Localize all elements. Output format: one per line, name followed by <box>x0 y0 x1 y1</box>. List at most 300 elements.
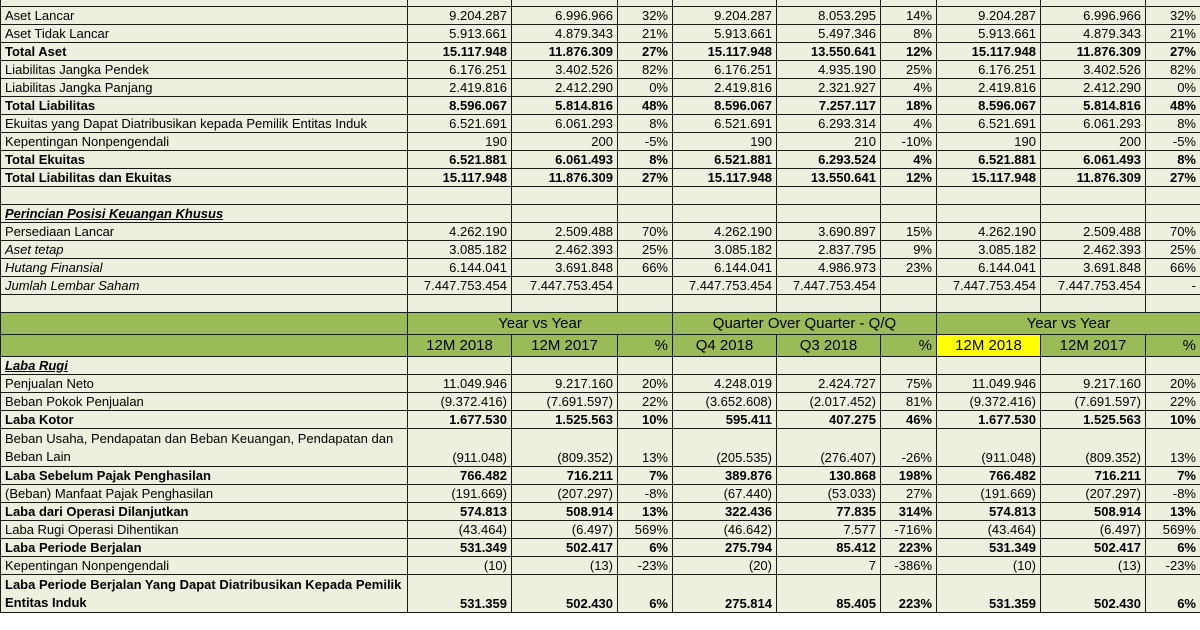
percent-cell[interactable]: 66% <box>1146 259 1200 277</box>
blank-cell[interactable] <box>618 357 673 375</box>
value-cell[interactable]: 1.525.563 <box>1041 411 1146 429</box>
value-cell[interactable]: (10) <box>937 557 1041 575</box>
percent-cell[interactable]: -26% <box>881 429 937 467</box>
value-cell[interactable]: 6.996.966 <box>512 7 618 25</box>
value-cell[interactable]: 2.837.795 <box>777 241 881 259</box>
value-cell[interactable]: 11.876.309 <box>1041 43 1146 61</box>
percent-cell[interactable]: 7% <box>1146 467 1200 485</box>
value-cell[interactable]: (207.297) <box>512 485 618 503</box>
value-cell[interactable]: 7.257.117 <box>777 97 881 115</box>
value-cell[interactable]: 190 <box>408 133 512 151</box>
value-cell[interactable]: 2.462.393 <box>512 241 618 259</box>
value-cell[interactable]: 2.509.488 <box>512 223 618 241</box>
value-cell[interactable]: (13) <box>1041 557 1146 575</box>
percent-cell[interactable]: 70% <box>1146 223 1200 241</box>
blank-cell[interactable] <box>408 295 512 313</box>
percent-cell[interactable]: 314% <box>881 503 937 521</box>
blank-cell[interactable] <box>673 205 777 223</box>
value-cell[interactable]: (911.048) <box>408 429 512 467</box>
row-label-cell[interactable]: Total Liabilitas dan Ekuitas <box>1 169 408 187</box>
value-cell[interactable]: 502.430 <box>512 575 618 613</box>
percent-cell[interactable]: 223% <box>881 539 937 557</box>
value-cell[interactable]: 7.577 <box>777 521 881 539</box>
value-cell[interactable]: 5.814.816 <box>1041 97 1146 115</box>
row-label-cell[interactable]: Liabilitas Jangka Panjang <box>1 79 408 97</box>
value-cell[interactable]: 6.521.691 <box>408 115 512 133</box>
value-cell[interactable]: 2.321.927 <box>777 79 881 97</box>
value-cell[interactable]: (2.017.452) <box>777 393 881 411</box>
value-cell[interactable]: 1.525.563 <box>512 411 618 429</box>
blank-cell[interactable] <box>673 357 777 375</box>
percent-cell[interactable]: 7% <box>618 467 673 485</box>
blank-cell[interactable] <box>777 295 881 313</box>
percent-cell[interactable]: 8% <box>618 115 673 133</box>
value-cell[interactable]: 574.813 <box>408 503 512 521</box>
value-cell[interactable]: 11.876.309 <box>512 43 618 61</box>
value-cell[interactable]: 3.085.182 <box>673 241 777 259</box>
percent-cell[interactable]: 4% <box>881 115 937 133</box>
value-cell[interactable]: 9.204.287 <box>937 7 1041 25</box>
percent-cell[interactable]: -716% <box>881 521 937 539</box>
value-cell[interactable]: 13.550.641 <box>777 43 881 61</box>
value-cell[interactable]: 6.061.493 <box>512 151 618 169</box>
value-cell[interactable]: 5.913.661 <box>937 25 1041 43</box>
row-label-cell[interactable]: (Beban) Manfaat Pajak Penghasilan <box>1 485 408 503</box>
value-cell[interactable]: 275.814 <box>673 575 777 613</box>
percent-cell[interactable]: 13% <box>618 429 673 467</box>
period-column-header[interactable]: 12M 2017 <box>1041 335 1146 357</box>
value-cell[interactable]: 15.117.948 <box>673 169 777 187</box>
blank-cell[interactable] <box>512 295 618 313</box>
value-cell[interactable]: 6.144.041 <box>408 259 512 277</box>
blank-cell[interactable] <box>1041 295 1146 313</box>
value-cell[interactable]: 4.262.190 <box>673 223 777 241</box>
blank-cell[interactable] <box>512 205 618 223</box>
value-cell[interactable]: 15.117.948 <box>937 169 1041 187</box>
value-cell[interactable]: 6.176.251 <box>673 61 777 79</box>
percent-cell[interactable]: 15% <box>881 223 937 241</box>
percent-cell[interactable]: 21% <box>618 25 673 43</box>
percent-cell[interactable]: -23% <box>1146 557 1200 575</box>
percent-cell[interactable]: 75% <box>881 375 937 393</box>
value-cell[interactable]: 407.275 <box>777 411 881 429</box>
percent-cell[interactable]: 14% <box>881 7 937 25</box>
value-cell[interactable]: 130.868 <box>777 467 881 485</box>
percent-cell[interactable]: 23% <box>881 259 937 277</box>
value-cell[interactable]: (191.669) <box>408 485 512 503</box>
percent-cell[interactable]: 27% <box>618 169 673 187</box>
percent-cell[interactable] <box>881 277 937 295</box>
value-cell[interactable]: (9.372.416) <box>408 393 512 411</box>
blank-cell[interactable] <box>881 187 937 205</box>
percent-cell[interactable]: 21% <box>1146 25 1200 43</box>
percent-cell[interactable]: 46% <box>881 411 937 429</box>
value-cell[interactable]: 8.596.067 <box>937 97 1041 115</box>
percent-cell[interactable]: 48% <box>618 97 673 115</box>
value-cell[interactable]: 716.211 <box>512 467 618 485</box>
percent-cell[interactable]: 32% <box>618 7 673 25</box>
value-cell[interactable]: (809.352) <box>512 429 618 467</box>
blank-cell[interactable] <box>1146 295 1200 313</box>
value-cell[interactable]: 4.262.190 <box>408 223 512 241</box>
value-cell[interactable]: 9.217.160 <box>512 375 618 393</box>
percent-cell[interactable] <box>618 277 673 295</box>
value-cell[interactable]: (809.352) <box>1041 429 1146 467</box>
value-cell[interactable]: (10) <box>408 557 512 575</box>
blank-cell[interactable] <box>777 357 881 375</box>
value-cell[interactable]: 6.521.881 <box>408 151 512 169</box>
blank-cell[interactable] <box>881 205 937 223</box>
value-cell[interactable]: 716.211 <box>1041 467 1146 485</box>
value-cell[interactable]: 2.509.488 <box>1041 223 1146 241</box>
value-cell[interactable]: 6.996.966 <box>1041 7 1146 25</box>
period-column-header[interactable]: 12M 2018 <box>937 335 1041 357</box>
percent-cell[interactable]: 0% <box>618 79 673 97</box>
percent-cell[interactable]: 198% <box>881 467 937 485</box>
blank-cell[interactable] <box>937 187 1041 205</box>
value-cell[interactable]: 7.447.753.454 <box>777 277 881 295</box>
percent-cell[interactable]: 20% <box>618 375 673 393</box>
percent-cell[interactable]: 81% <box>881 393 937 411</box>
percent-cell[interactable]: 10% <box>1146 411 1200 429</box>
value-cell[interactable]: 5.814.816 <box>512 97 618 115</box>
blank-cell[interactable] <box>618 205 673 223</box>
percent-cell[interactable]: 48% <box>1146 97 1200 115</box>
row-label-cell[interactable]: Laba Periode Berjalan Yang Dapat Diatribusikan Kepada Pemilik Entitas Induk <box>1 575 408 613</box>
value-cell[interactable]: (43.464) <box>408 521 512 539</box>
percent-cell[interactable]: 8% <box>881 25 937 43</box>
percent-cell[interactable]: - <box>1146 277 1200 295</box>
percent-cell[interactable]: 82% <box>1146 61 1200 79</box>
percent-cell[interactable]: 8% <box>1146 151 1200 169</box>
blank-cell[interactable] <box>881 357 937 375</box>
blank-cell[interactable] <box>618 187 673 205</box>
value-cell[interactable]: 6.293.524 <box>777 151 881 169</box>
value-cell[interactable]: 7.447.753.454 <box>408 277 512 295</box>
percent-cell[interactable]: 70% <box>618 223 673 241</box>
percent-cell[interactable]: 0% <box>1146 79 1200 97</box>
value-cell[interactable]: 7 <box>777 557 881 575</box>
row-label-cell[interactable]: Total Aset <box>1 43 408 61</box>
value-cell[interactable]: 4.879.343 <box>512 25 618 43</box>
value-cell[interactable]: 15.117.948 <box>408 169 512 187</box>
value-cell[interactable]: 4.879.343 <box>1041 25 1146 43</box>
value-cell[interactable]: 2.462.393 <box>1041 241 1146 259</box>
blank-cell[interactable] <box>1 187 408 205</box>
percent-cell[interactable]: 4% <box>881 79 937 97</box>
value-cell[interactable]: 7.447.753.454 <box>1041 277 1146 295</box>
value-cell[interactable]: 6.144.041 <box>937 259 1041 277</box>
value-cell[interactable]: 1.677.530 <box>408 411 512 429</box>
value-cell[interactable]: 2.419.816 <box>937 79 1041 97</box>
value-cell[interactable]: 531.359 <box>408 575 512 613</box>
value-cell[interactable]: (67.440) <box>673 485 777 503</box>
value-cell[interactable]: 6.176.251 <box>408 61 512 79</box>
value-cell[interactable]: (205.535) <box>673 429 777 467</box>
period-column-header[interactable]: 12M 2018 <box>408 335 512 357</box>
row-label-cell[interactable]: Kepentingan Nonpengendali <box>1 557 408 575</box>
row-label-cell[interactable]: Penjualan Neto <box>1 375 408 393</box>
value-cell[interactable]: 6.521.881 <box>673 151 777 169</box>
value-cell[interactable]: 6.293.314 <box>777 115 881 133</box>
value-cell[interactable]: 3.691.848 <box>1041 259 1146 277</box>
percent-cell[interactable]: -8% <box>1146 485 1200 503</box>
value-cell[interactable]: 6.144.041 <box>673 259 777 277</box>
percent-cell[interactable]: -23% <box>618 557 673 575</box>
row-label-cell[interactable]: Ekuitas yang Dapat Diatribusikan kepada Pemilik Entitas Induk <box>1 115 408 133</box>
blank-cell[interactable] <box>408 205 512 223</box>
value-cell[interactable]: 531.359 <box>937 575 1041 613</box>
blank-cell[interactable] <box>673 295 777 313</box>
value-cell[interactable]: 6.521.881 <box>937 151 1041 169</box>
value-cell[interactable]: 15.117.948 <box>937 43 1041 61</box>
value-cell[interactable]: 2.424.727 <box>777 375 881 393</box>
percent-cell[interactable]: 66% <box>618 259 673 277</box>
value-cell[interactable]: 508.914 <box>512 503 618 521</box>
percent-cell[interactable]: 25% <box>1146 241 1200 259</box>
percent-cell[interactable]: 27% <box>1146 43 1200 61</box>
value-cell[interactable]: 6.176.251 <box>937 61 1041 79</box>
value-cell[interactable]: 4.986.973 <box>777 259 881 277</box>
percent-cell[interactable]: 13% <box>1146 503 1200 521</box>
row-label-cell[interactable]: Laba Periode Berjalan <box>1 539 408 557</box>
percent-cell[interactable]: 8% <box>1146 115 1200 133</box>
percent-cell[interactable]: 27% <box>618 43 673 61</box>
row-label-cell[interactable]: Laba Kotor <box>1 411 408 429</box>
row-label-cell[interactable]: Laba Rugi Operasi Dihentikan <box>1 521 408 539</box>
blank-cell[interactable] <box>777 187 881 205</box>
percent-cell[interactable]: 22% <box>618 393 673 411</box>
percent-cell[interactable]: 569% <box>1146 521 1200 539</box>
value-cell[interactable]: 3.085.182 <box>408 241 512 259</box>
blank-cell[interactable] <box>1146 205 1200 223</box>
value-cell[interactable]: (6.497) <box>512 521 618 539</box>
value-cell[interactable]: 6.521.691 <box>937 115 1041 133</box>
value-cell[interactable]: 1.677.530 <box>937 411 1041 429</box>
percent-cell[interactable]: -8% <box>618 485 673 503</box>
percent-cell[interactable]: 27% <box>881 485 937 503</box>
value-cell[interactable]: 8.596.067 <box>408 97 512 115</box>
value-cell[interactable]: 200 <box>512 133 618 151</box>
value-cell[interactable]: 6.061.493 <box>1041 151 1146 169</box>
value-cell[interactable]: 85.405 <box>777 575 881 613</box>
value-cell[interactable]: (3.652.608) <box>673 393 777 411</box>
value-cell[interactable]: 7.447.753.454 <box>937 277 1041 295</box>
value-cell[interactable]: 9.204.287 <box>673 7 777 25</box>
row-label-cell[interactable]: Total Liabilitas <box>1 97 408 115</box>
percent-cell[interactable]: 223% <box>881 575 937 613</box>
percent-cell[interactable]: -5% <box>1146 133 1200 151</box>
value-cell[interactable]: 6.521.691 <box>673 115 777 133</box>
value-cell[interactable]: 5.913.661 <box>408 25 512 43</box>
value-cell[interactable]: 4.248.019 <box>673 375 777 393</box>
value-cell[interactable]: (20) <box>673 557 777 575</box>
value-cell[interactable]: 15.117.948 <box>408 43 512 61</box>
percent-cell[interactable]: -10% <box>881 133 937 151</box>
value-cell[interactable]: 502.430 <box>1041 575 1146 613</box>
value-cell[interactable]: 9.204.287 <box>408 7 512 25</box>
blank-cell[interactable] <box>777 205 881 223</box>
value-cell[interactable]: (43.464) <box>937 521 1041 539</box>
percent-cell[interactable]: 20% <box>1146 375 1200 393</box>
percent-cell[interactable]: -386% <box>881 557 937 575</box>
value-cell[interactable]: (9.372.416) <box>937 393 1041 411</box>
percent-cell[interactable]: 13% <box>618 503 673 521</box>
value-cell[interactable]: 322.436 <box>673 503 777 521</box>
row-label-cell[interactable]: Laba dari Operasi Dilanjutkan <box>1 503 408 521</box>
percent-cell[interactable]: 22% <box>1146 393 1200 411</box>
value-cell[interactable]: 85.412 <box>777 539 881 557</box>
value-cell[interactable]: 6.061.293 <box>1041 115 1146 133</box>
value-cell[interactable]: 5.497.346 <box>777 25 881 43</box>
value-cell[interactable]: (53.033) <box>777 485 881 503</box>
value-cell[interactable]: 3.085.182 <box>937 241 1041 259</box>
value-cell[interactable]: (276.407) <box>777 429 881 467</box>
value-cell[interactable]: (207.297) <box>1041 485 1146 503</box>
blank-cell[interactable] <box>937 357 1041 375</box>
blank-cell[interactable] <box>673 187 777 205</box>
percent-cell[interactable]: 32% <box>1146 7 1200 25</box>
value-cell[interactable]: 200 <box>1041 133 1146 151</box>
percent-cell[interactable]: 6% <box>1146 539 1200 557</box>
period-column-header[interactable]: Q4 2018 <box>673 335 777 357</box>
value-cell[interactable]: (191.669) <box>937 485 1041 503</box>
value-cell[interactable]: 3.690.897 <box>777 223 881 241</box>
value-cell[interactable]: 5.913.661 <box>673 25 777 43</box>
blank-cell[interactable] <box>1146 187 1200 205</box>
blank-cell[interactable] <box>1041 357 1146 375</box>
percent-cell[interactable]: 18% <box>881 97 937 115</box>
row-label-cell[interactable]: Aset Tidak Lancar <box>1 25 408 43</box>
percent-cell[interactable]: 6% <box>1146 575 1200 613</box>
value-cell[interactable]: 2.412.290 <box>1041 79 1146 97</box>
value-cell[interactable]: 595.411 <box>673 411 777 429</box>
value-cell[interactable]: (6.497) <box>1041 521 1146 539</box>
value-cell[interactable]: 766.482 <box>408 467 512 485</box>
percent-cell[interactable]: 13% <box>1146 429 1200 467</box>
percent-cell[interactable]: 25% <box>881 61 937 79</box>
value-cell[interactable]: 7.447.753.454 <box>673 277 777 295</box>
percent-cell[interactable]: 27% <box>1146 169 1200 187</box>
percent-cell[interactable]: 12% <box>881 169 937 187</box>
value-cell[interactable]: 766.482 <box>937 467 1041 485</box>
blank-cell[interactable] <box>512 187 618 205</box>
value-cell[interactable]: 7.447.753.454 <box>512 277 618 295</box>
value-cell[interactable]: 11.876.309 <box>512 169 618 187</box>
period-column-header[interactable]: Q3 2018 <box>777 335 881 357</box>
value-cell[interactable]: 531.349 <box>937 539 1041 557</box>
percent-cell[interactable]: 25% <box>618 241 673 259</box>
row-label-cell[interactable]: Aset tetap <box>1 241 408 259</box>
table-row <box>1 43 1200 61</box>
blank-cell[interactable] <box>1 295 408 313</box>
value-cell[interactable]: 3.402.526 <box>512 61 618 79</box>
value-cell[interactable]: 11.876.309 <box>1041 169 1146 187</box>
blank-cell[interactable] <box>618 295 673 313</box>
value-cell[interactable]: 275.794 <box>673 539 777 557</box>
percent-column-header[interactable]: % <box>1146 335 1200 357</box>
blank-cell[interactable] <box>881 295 937 313</box>
value-cell[interactable]: (911.048) <box>937 429 1041 467</box>
blank-cell[interactable] <box>408 187 512 205</box>
group-header-3: Year vs Year <box>937 313 1200 335</box>
value-cell[interactable]: 508.914 <box>1041 503 1146 521</box>
blank-cell[interactable] <box>1041 205 1146 223</box>
percent-cell[interactable]: -5% <box>618 133 673 151</box>
row-label-cell[interactable]: Total Ekuitas <box>1 151 408 169</box>
value-cell[interactable]: 8.053.295 <box>777 7 881 25</box>
row-label-cell[interactable]: Beban Pokok Penjualan <box>1 393 408 411</box>
value-cell[interactable]: 2.412.290 <box>512 79 618 97</box>
row-label-cell[interactable]: Hutang Finansial <box>1 259 408 277</box>
percent-cell[interactable]: 12% <box>881 43 937 61</box>
percent-cell[interactable]: 9% <box>881 241 937 259</box>
row-label-cell[interactable]: Kepentingan Nonpengendali <box>1 133 408 151</box>
percent-column-header[interactable]: % <box>618 335 673 357</box>
value-cell[interactable]: (7.691.597) <box>512 393 618 411</box>
percent-column-header[interactable]: % <box>881 335 937 357</box>
blank-cell[interactable] <box>408 357 512 375</box>
value-cell[interactable]: (46.642) <box>673 521 777 539</box>
percent-cell[interactable]: 6% <box>618 575 673 613</box>
value-cell[interactable]: 190 <box>673 133 777 151</box>
value-cell[interactable]: 9.217.160 <box>1041 375 1146 393</box>
value-cell[interactable]: 11.049.946 <box>408 375 512 393</box>
percent-cell[interactable]: 8% <box>618 151 673 169</box>
value-cell[interactable]: 15.117.948 <box>673 43 777 61</box>
value-cell[interactable]: 8.596.067 <box>673 97 777 115</box>
value-cell[interactable]: (7.691.597) <box>1041 393 1146 411</box>
row-label-cell[interactable]: Beban Usaha, Pendapatan dan Beban Keuangan, Pendapatan dan Beban Lain <box>1 429 408 467</box>
blank-cell[interactable] <box>937 205 1041 223</box>
value-cell[interactable]: 4.262.190 <box>937 223 1041 241</box>
value-cell[interactable]: 210 <box>777 133 881 151</box>
value-cell[interactable]: 77.835 <box>777 503 881 521</box>
row-label-cell[interactable]: Laba Sebelum Pajak Penghasilan <box>1 467 408 485</box>
value-cell[interactable]: 2.419.816 <box>408 79 512 97</box>
value-cell[interactable]: 11.049.946 <box>937 375 1041 393</box>
value-cell[interactable]: (13) <box>512 557 618 575</box>
value-cell[interactable]: 3.402.526 <box>1041 61 1146 79</box>
value-cell[interactable]: 13.550.641 <box>777 169 881 187</box>
row-label-cell[interactable]: Jumlah Lembar Saham <box>1 277 408 295</box>
value-cell[interactable]: 6.061.293 <box>512 115 618 133</box>
value-cell[interactable]: 2.419.816 <box>673 79 777 97</box>
value-cell[interactable]: 190 <box>937 133 1041 151</box>
value-cell[interactable]: 502.417 <box>1041 539 1146 557</box>
period-column-header[interactable]: 12M 2017 <box>512 335 618 357</box>
value-cell[interactable]: 3.691.848 <box>512 259 618 277</box>
blank-cell[interactable] <box>1041 187 1146 205</box>
row-label-cell[interactable]: Persediaan Lancar <box>1 223 408 241</box>
percent-cell[interactable]: 10% <box>618 411 673 429</box>
percent-cell[interactable]: 569% <box>618 521 673 539</box>
percent-cell[interactable]: 4% <box>881 151 937 169</box>
blank-cell[interactable] <box>937 295 1041 313</box>
value-cell[interactable]: 531.349 <box>408 539 512 557</box>
blank-cell[interactable] <box>512 357 618 375</box>
value-cell[interactable]: 502.417 <box>512 539 618 557</box>
header-blank-cell <box>1 313 408 335</box>
percent-cell[interactable]: 6% <box>618 539 673 557</box>
blank-cell[interactable] <box>1146 357 1200 375</box>
percent-cell[interactable]: 82% <box>618 61 673 79</box>
value-cell[interactable]: 389.876 <box>673 467 777 485</box>
value-cell[interactable]: 574.813 <box>937 503 1041 521</box>
value-cell[interactable]: 4.935.190 <box>777 61 881 79</box>
row-label-cell[interactable]: Liabilitas Jangka Pendek <box>1 61 408 79</box>
row-label-cell[interactable]: Aset Lancar <box>1 7 408 25</box>
